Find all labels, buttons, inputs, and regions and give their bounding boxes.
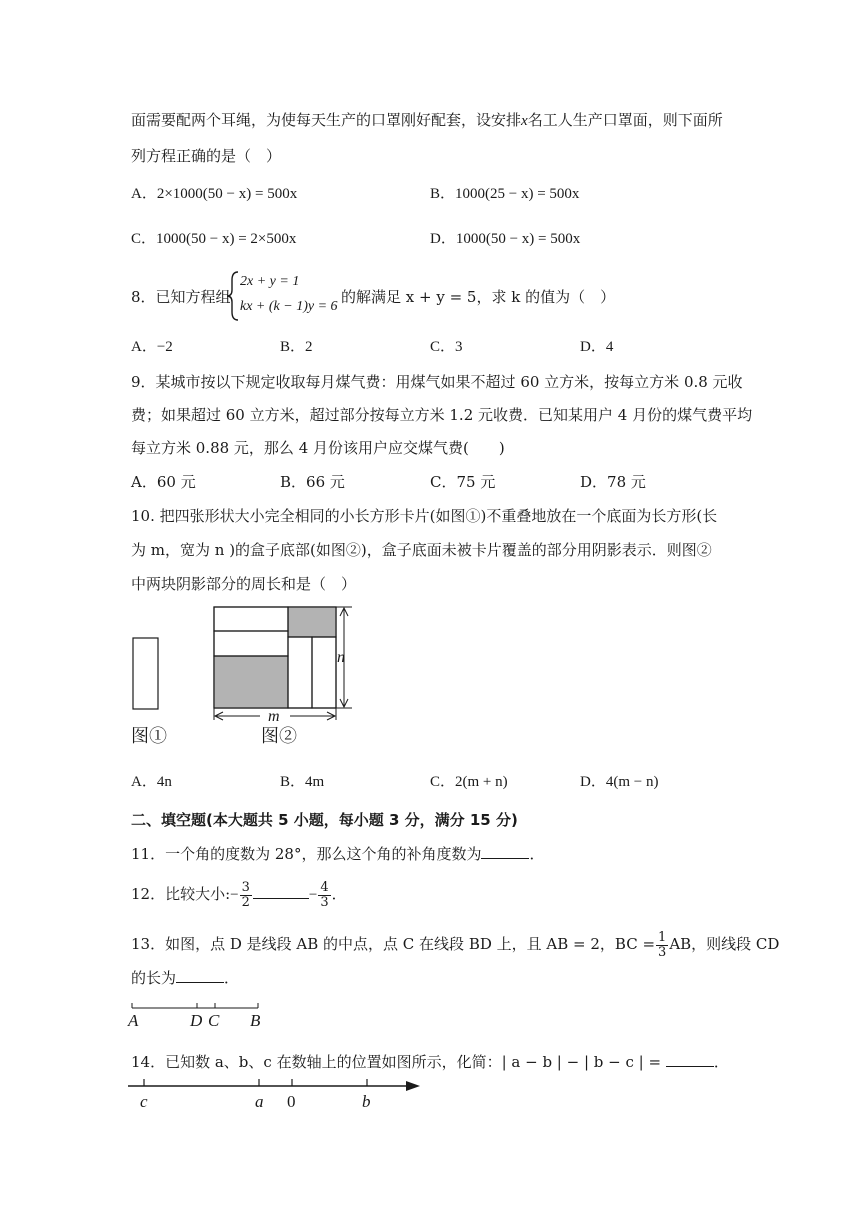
fig2-caption: 图② <box>261 726 297 747</box>
fig2-card-h1 <box>214 607 288 631</box>
q8-suffix: 的解满足 x + y = 5，求 k 的值为（ ） <box>341 288 616 306</box>
q13-point-d: D <box>190 1011 203 1030</box>
q7-option-a: A．2×1000(50 − x) = 500x <box>131 186 298 202</box>
q12-line: 12．比较大小:− $\frac{3}{2}$ − $\frac{4}{3}$ ． <box>131 879 347 910</box>
q14-text: 14．已知数 a、b、c 在数轴上的位置如图所示，化简：| a − b | − | b − c | = <box>131 1053 662 1071</box>
q13-line1 <box>131 926 779 962</box>
q7-line1-text: 面需要配两个耳绳，为使每天生产的口罩刚好配套，设安排 <box>131 111 522 129</box>
fig2-shade-top-right <box>288 607 336 637</box>
q10-option-a: A．4n <box>131 774 172 790</box>
q10-option-b: B．4m <box>280 774 325 790</box>
q8-option-a: A．−2 <box>131 339 173 355</box>
q8-option-b: B．2 <box>280 339 313 355</box>
q7-option-d: D．1000(50 − x) = 500x <box>430 231 581 247</box>
section-fill-in-heading: 二、填空题(本大题共 5 小题，每小题 3 分，满分 15 分) <box>131 811 518 829</box>
q8-prefix: 8．已知方程组 <box>131 288 231 306</box>
fig1-caption: 图① <box>131 726 167 747</box>
q14-number-line <box>126 1074 426 1096</box>
q12-answer-blank[interactable] <box>253 884 309 899</box>
q8-option-c: C．3 <box>430 339 463 355</box>
q14-answer-blank[interactable] <box>666 1052 714 1067</box>
fig2-card-h2 <box>214 631 288 656</box>
q14-line <box>131 1052 729 1072</box>
q12-fraction-1: $\frac{3}{2}$ <box>241 879 250 910</box>
q11-text: 11．一个角的度数为 28°，那么这个角的补角度数为 <box>131 845 482 863</box>
q9-option-d: D．78 元 <box>580 473 646 491</box>
q10-line3: 中两块阴影部分的周长和是（ ） <box>131 575 357 593</box>
q7-line2: 列方程正确的是（ ） <box>131 147 282 165</box>
q13-text-b: AB，则线段 CD <box>669 935 780 953</box>
fig2-shade-bottom-left <box>214 656 288 708</box>
q13-line2-text: 的长为 <box>131 969 177 987</box>
q10-line2: 为 m，宽为 n )的盒子底部(如图②)，盒子底面未被卡片覆盖的部分用阴影表示．则图② <box>131 541 712 559</box>
q9-line3: 每立方米 0.88 元，那么 4 月份该用户应交煤气费( ) <box>131 439 505 457</box>
q9-option-b: B．66 元 <box>280 473 345 491</box>
q10-option-d: D．4(m − n) <box>580 774 659 790</box>
q11-line <box>131 844 544 864</box>
fig2-card-v2 <box>312 637 336 708</box>
q14-label-b: b <box>362 1092 371 1111</box>
q9-line2: 费；如果超过 60 立方米，超过部分按每立方米 1.2 元收费．已知某用户 4 月份的煤气费平均 <box>131 406 753 424</box>
fig1-card <box>133 638 158 709</box>
q11-end: ． <box>529 845 545 863</box>
q14-label-a: a <box>255 1092 264 1111</box>
q14-label-c: c <box>140 1092 148 1111</box>
q8-equation-1: 2x + y = 1 <box>240 274 300 289</box>
q9-option-c: C．75 元 <box>430 473 496 491</box>
fig2-card-v1 <box>288 637 312 708</box>
q10-option-c: C．2(m + n) <box>430 774 508 790</box>
q12-prefix: 12．比较大小: <box>131 885 231 903</box>
fig2-label-m: m <box>268 708 280 725</box>
q13-point-a: A <box>128 1011 139 1030</box>
q13-point-c: C <box>208 1011 220 1030</box>
q7-option-c: C．1000(50 − x) = 2×500x <box>131 231 297 247</box>
q7-option-b: B．1000(25 − x) = 500x <box>430 186 580 202</box>
q14-end: ． <box>713 1053 729 1071</box>
q13-answer-blank[interactable] <box>176 968 224 983</box>
q13-point-b: B <box>250 1011 261 1030</box>
q14-label-zero: 0 <box>287 1092 296 1111</box>
q7-variable: x <box>521 113 528 129</box>
fig2-label-n: n <box>337 649 345 666</box>
q9-option-a: A．60 元 <box>131 473 196 491</box>
q10-line1: 10. 把四张形状大小完全相同的小长方形卡片(如图①)不重叠地放在一个底面为长方形(长 <box>131 507 718 525</box>
q8-equation-2: kx + (k − 1)y = 6 <box>240 299 338 314</box>
q13-line2 <box>131 968 239 988</box>
q11-answer-blank[interactable] <box>481 844 529 859</box>
q8-brace <box>226 270 240 322</box>
q13-text-a: 13．如图，点 D 是线段 AB 的中点，点 C 在线段 BD 上，且 AB = 2，BC = <box>131 935 656 953</box>
q12-end: ． <box>331 885 347 903</box>
q12-fraction-2: $\frac{4}{3}$ <box>320 879 329 910</box>
q7-line1-tail: 名工人生产口罩面，则下面所 <box>527 111 723 129</box>
fig2-box <box>214 607 336 708</box>
q7-line1 <box>131 110 723 131</box>
q13-fraction: $\frac{1}{3}$ <box>658 929 667 960</box>
q9-line1: 9．某城市按以下规定收取每月煤气费：用煤气如果不超过 60 立方米，按每立方米 0.8 元收 <box>131 373 743 391</box>
q8-option-d: D．4 <box>580 339 614 355</box>
q13-end: ． <box>224 969 240 987</box>
